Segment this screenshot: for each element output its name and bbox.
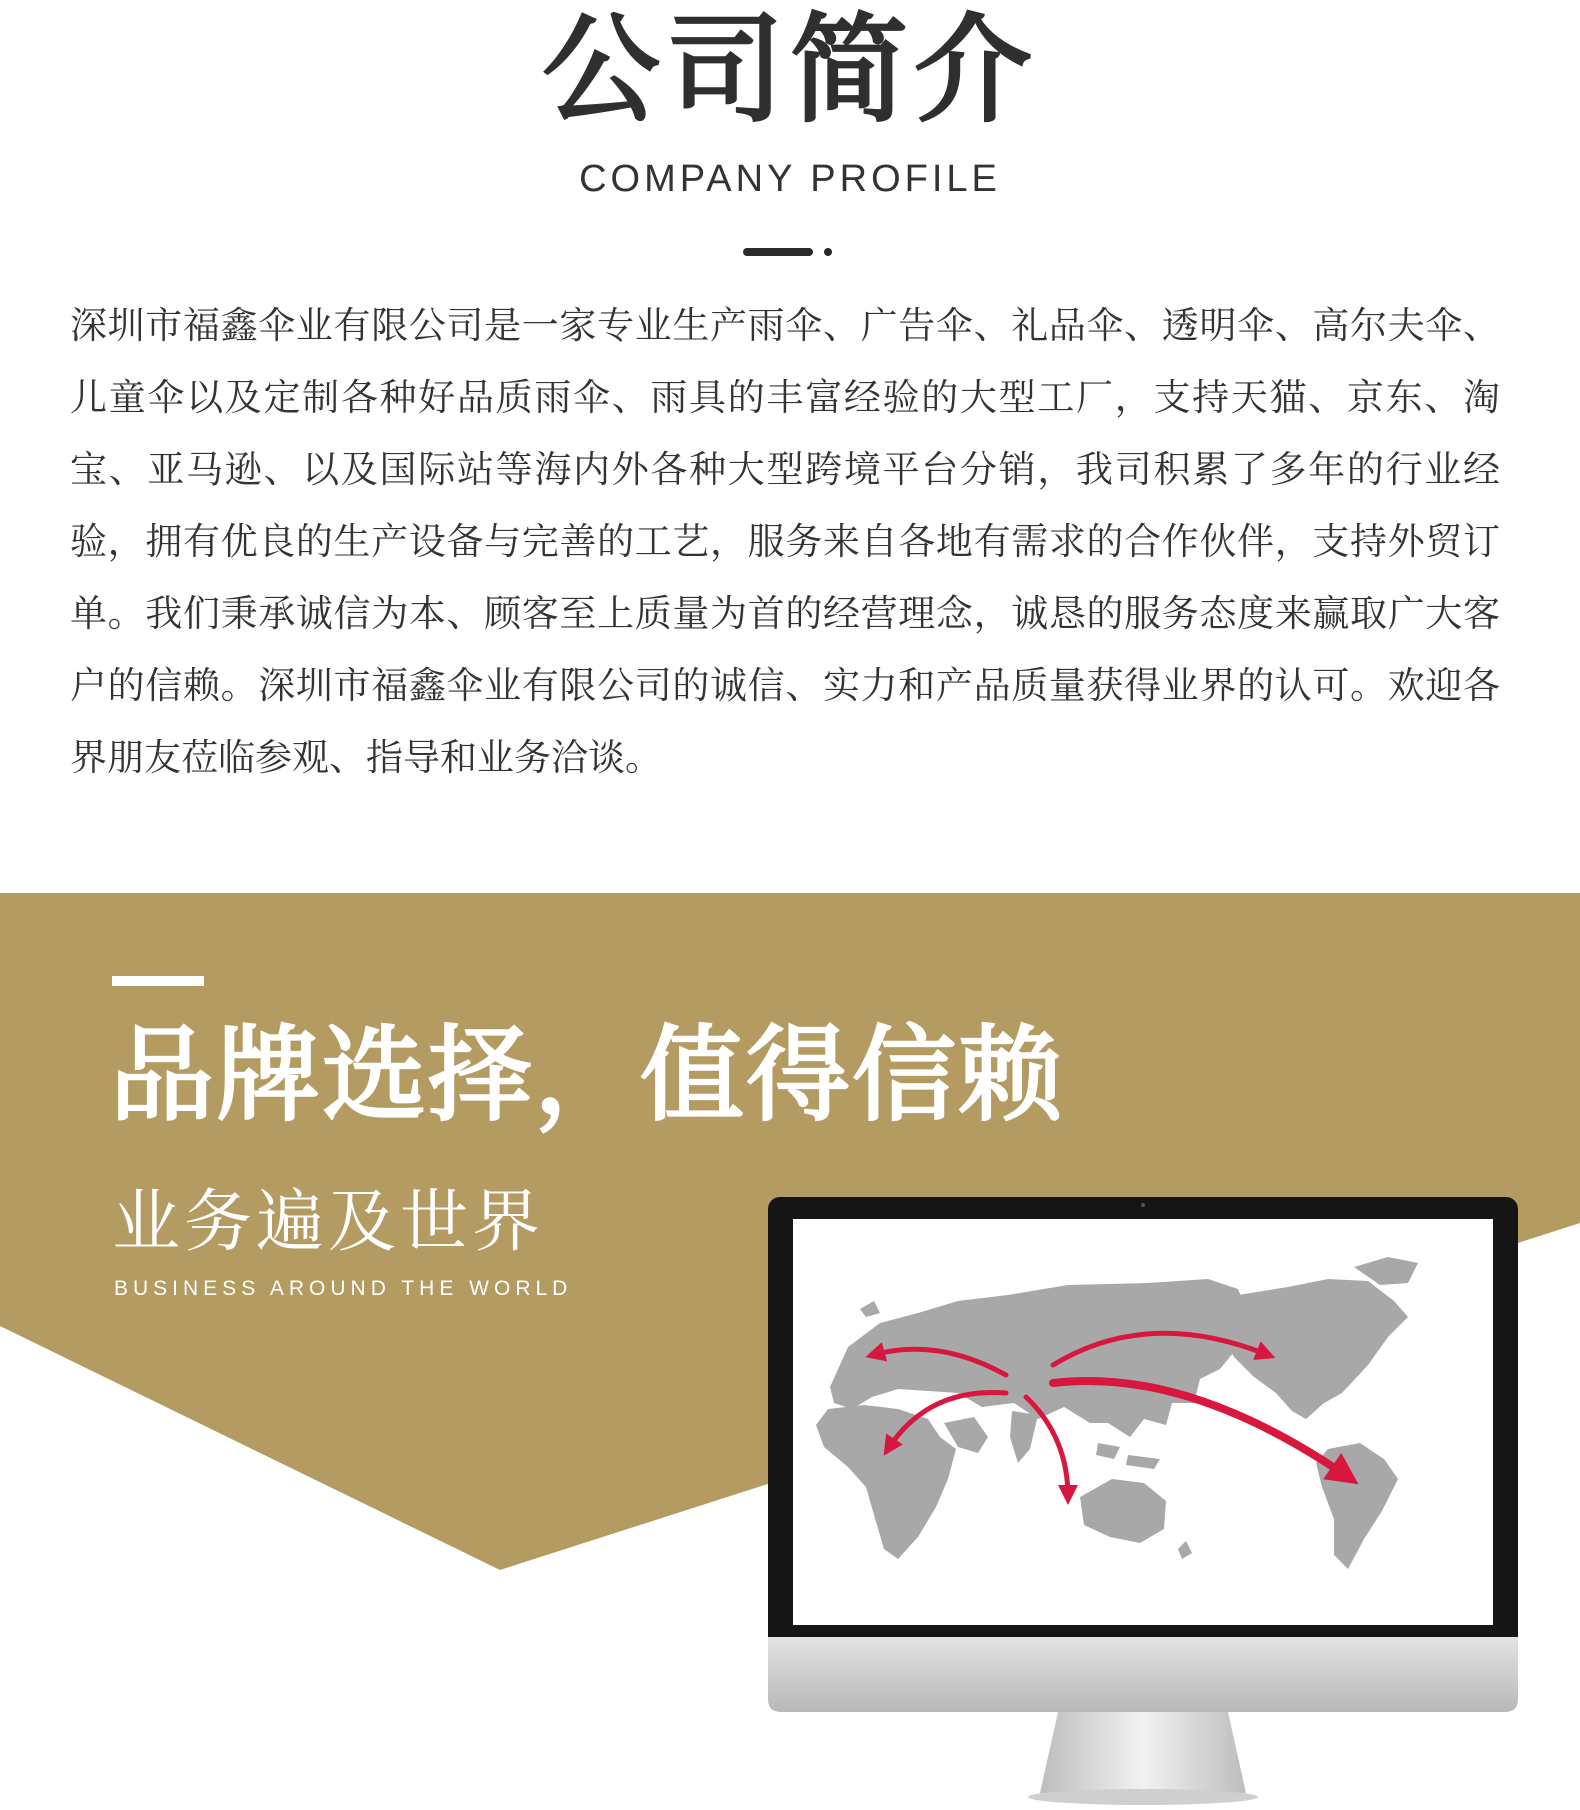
title-divider-dot — [824, 248, 832, 256]
monitor-chin — [768, 1637, 1518, 1712]
brand-accent-bar — [112, 976, 204, 986]
brand-subtitle-en: BUSINESS AROUND THE WORLD — [114, 1277, 573, 1300]
title-divider-dash — [743, 248, 813, 256]
brand-subtitle-cn: 业务遍及世界 — [112, 1183, 545, 1262]
profile-subtitle: COMPANY PROFILE — [579, 158, 1001, 200]
company-profile-section — [0, 0, 1580, 893]
monitor-illustration — [768, 1197, 1518, 1809]
brand-title: 品牌选择，值得信赖 — [110, 1014, 1065, 1136]
brand-section — [0, 893, 1580, 1810]
company-intro-text: 深圳市福鑫伞业有限公司是一家专业生产雨伞、广告伞、礼品伞、透明伞、高尔夫伞、儿童伞以及定制各种好品质雨伞、雨具的丰富经验的大型工厂，支持天猫、京东、淘宝、亚马逊、以及国际站等海内外各种大型跨境平台分销，我司积累了多年的行业经验，拥有优良的生产设备与完善的工艺，服务来自各地有需求的合作伙伴，支持外贸订单。我们秉承诚信为本、顾客至上质量为首的经营理念，诚恳的服务态度来赢取广大客户的信赖。深圳市福鑫伞业有限公司的诚信、实力和产品质量获得业界的认可。欢迎各界朋友莅临参观、指导和业务洽谈。 — [70, 304, 1500, 779]
profile-title: 公司简介 — [541, 1, 1038, 139]
monitor-stand — [1040, 1712, 1246, 1793]
